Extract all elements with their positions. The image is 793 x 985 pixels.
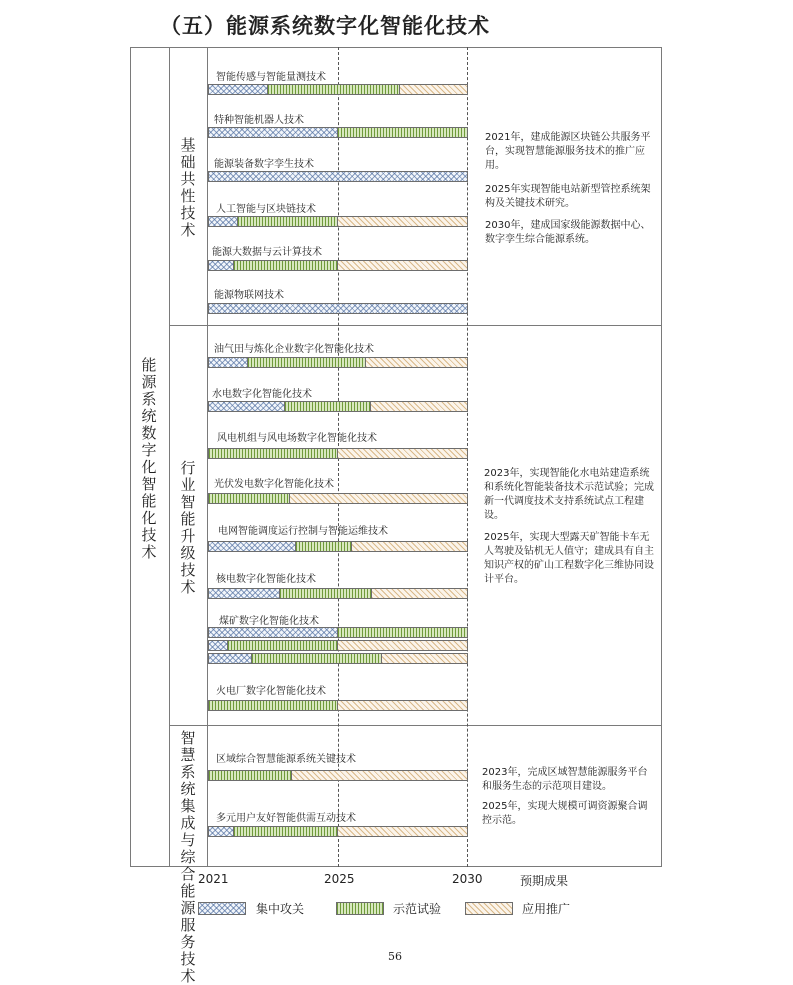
section-label-industry: 行业智能升级技术 <box>180 459 196 596</box>
roadmap-bar <box>208 770 468 781</box>
tech-label: 电网智能调度运行控制与智能运维技术 <box>218 526 388 537</box>
tech-label: 火电厂数字化智能化技术 <box>216 686 326 697</box>
outcome-note: 2025年，实现大规模可调资源聚合调控示范。 <box>482 801 648 826</box>
roadmap-bar <box>208 627 468 638</box>
tech-label: 能源大数据与云计算技术 <box>212 247 322 258</box>
outcome-note: 2021年，建成能源区块链公共服务平台，实现智慧能源服务技术的推广应用。 <box>485 132 651 171</box>
roadmap-bar <box>208 826 468 837</box>
roadmap-bar <box>208 357 468 368</box>
legend-label-demo: 示范试验 <box>393 902 442 916</box>
legend-swatch-demo <box>336 902 384 915</box>
tech-label: 核电数字化智能化技术 <box>216 574 316 585</box>
legend-label-apply: 应用推广 <box>522 902 571 916</box>
roadmap-bar <box>208 448 468 459</box>
roadmap-bar <box>208 700 468 711</box>
tech-label: 智能传感与智能量测技术 <box>216 72 326 83</box>
roadmap-bar <box>208 303 468 314</box>
legend-swatch-apply <box>465 902 513 915</box>
tech-label: 煤矿数字化智能化技术 <box>219 616 319 627</box>
roadmap-bar <box>208 216 468 227</box>
tech-label: 人工智能与区块链技术 <box>216 204 316 215</box>
section-divider-1 <box>169 325 661 326</box>
roadmap-bar <box>208 653 468 664</box>
axis-outcome-label: 预期成果 <box>520 874 569 888</box>
outcome-note: 2023年，实现智能化水电站建造系统和系统化智能装备技术示范试验；完成新一代调度技术支持系统试点工程建设。 <box>484 468 654 521</box>
main-category-label: 能源系统数字化智能化技术 <box>141 356 157 561</box>
outcome-note: 2025年，实现大型露天矿智能卡车无人驾驶及钻机无人值守；建成具有自主知识产权的矿山工程数字化三维协同设计平台。 <box>484 532 654 585</box>
tech-label: 风电机组与风电场数字化智能化技术 <box>217 433 377 444</box>
tech-label: 能源物联网技术 <box>214 290 284 301</box>
tech-label: 水电数字化智能化技术 <box>212 389 312 400</box>
outcome-note: 2025年实现智能电站新型管控系统架构及关键技术研究。 <box>485 184 651 209</box>
page-title: （五）能源系统数字化智能化技术 <box>160 13 490 38</box>
outcome-note: 2030年，建成国家级能源数据中心、数字孪生综合能源系统。 <box>485 220 651 245</box>
roadmap-bar <box>208 541 468 552</box>
section-label-integration: 智慧系统集成与综合能源服务技术 <box>180 729 196 985</box>
legend-swatch-focus <box>198 902 246 915</box>
tech-label: 光伏发电数字化智能化技术 <box>214 479 334 490</box>
roadmap-bar <box>208 171 468 182</box>
section-label-basic: 基础共性技术 <box>180 136 196 239</box>
roadmap-bar <box>208 401 468 412</box>
tech-label: 区域综合智慧能源系统关键技术 <box>216 754 356 765</box>
main-label-divider <box>169 48 170 866</box>
axis-tick-2021: 2021 <box>198 872 229 886</box>
roadmap-bar <box>208 260 468 271</box>
tech-label: 能源装备数字孪生技术 <box>214 159 314 170</box>
tech-label: 特种智能机器人技术 <box>214 115 304 126</box>
roadmap-bar <box>208 493 468 504</box>
roadmap-bar <box>208 84 468 95</box>
tech-label: 油气田与炼化企业数字化智能化技术 <box>214 344 374 355</box>
legend-label-focus: 集中攻关 <box>256 902 305 916</box>
tech-label: 多元用户友好智能供需互动技术 <box>216 813 356 824</box>
outcome-note: 2023年，完成区域智慧能源服务平台和服务生态的示范项目建设。 <box>482 767 648 792</box>
page-number: 56 <box>388 950 402 963</box>
axis-tick-2025: 2025 <box>324 872 355 886</box>
roadmap-bar <box>208 127 468 138</box>
section-divider-2 <box>169 725 661 726</box>
axis-tick-2030: 2030 <box>452 872 483 886</box>
roadmap-bar <box>208 588 468 599</box>
roadmap-bar <box>208 640 468 651</box>
